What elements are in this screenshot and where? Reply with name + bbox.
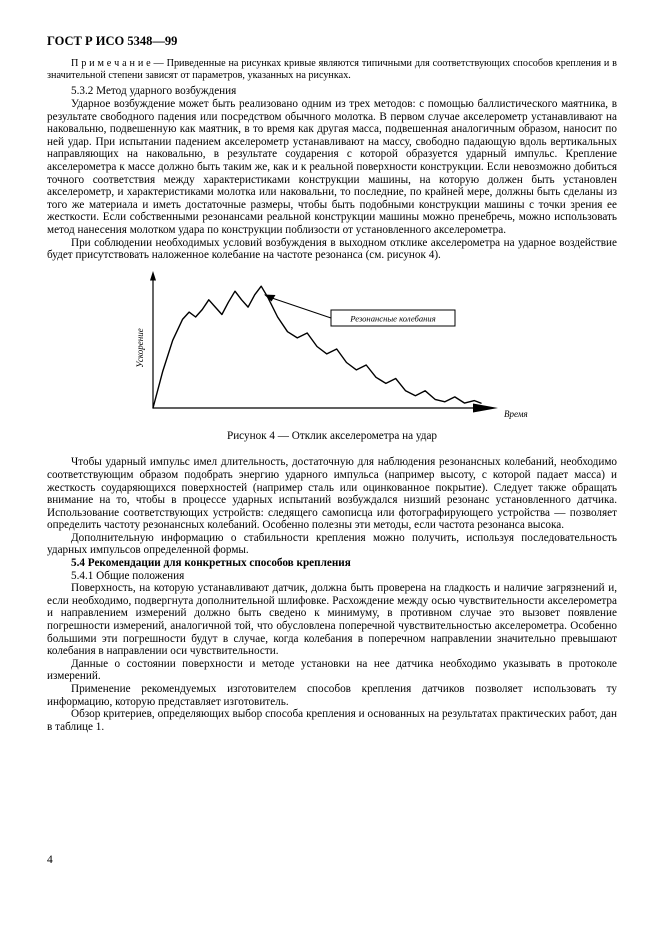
- section-5-4-1-heading: 5.4.1 Общие положения: [71, 569, 185, 582]
- note-paragraph: П р и м е ч а н и е — Приведенные на рисунках кривые являются типичными для соответствующих способов крепления и в значительной степени зависят от параметров, указанных на рисунках.: [47, 58, 617, 81]
- x-axis-arrowhead: [473, 403, 498, 412]
- body-paragraph: Обзор критериев, определяющих выбор способа крепления и основанных на результатах практических работ, дан в таблице 1.: [47, 708, 617, 733]
- body-paragraph: Применение рекомендуемых изготовителем способов крепления датчиков позволяет использовать ту информацию, которую представляет изготовитель.: [47, 683, 617, 708]
- figure-4-chart: [135, 270, 615, 422]
- section-5-3-2-heading: 5.3.2 Метод ударного возбуждения: [71, 85, 237, 98]
- annotation-label: Резонансные колебания: [350, 313, 436, 324]
- body-paragraph: Чтобы ударный импульс имел длительность, достаточную для наблюдения резонансных колебаний, необходимо соответствующим образом подобрать энергию ударного импульса (например высоту, с которой падает масса) и жесткость соударяющихся поверхностей (например сталь или оцинкованное покрытие). Следует также обращать внимание на то, чтобы в процессе ударных испытаний возбуждался низший резонанс установленного датчика. Использование соответствующих устройств: следящего самописца или фотографирующего устройства — позволяет определить частоту резонансных колебаний. Особенно полезны эти методы, если частота резонанса высока.: [47, 456, 617, 532]
- response-curve: [153, 286, 481, 408]
- standard-designation: ГОСТ Р ИСО 5348—99: [47, 34, 178, 48]
- x-axis-label: Время: [504, 408, 528, 419]
- figure-4: [47, 270, 617, 422]
- annotation-leader-line: [269, 297, 331, 318]
- body-paragraph: Дополнительную информацию о стабильности крепления можно получить, используя последовательность ударных импульсов определенной формы.: [47, 531, 617, 557]
- body-paragraph: Данные о состоянии поверхности и методе установки на нее датчика необходимо указывать в протоколе измерений.: [47, 657, 617, 683]
- y-axis-label: Ускорение: [135, 327, 145, 368]
- body-paragraph: Ударное возбуждение может быть реализовано одним из трех методов: с помощью баллистического маятника, в результате свободного падения или посредством обычного молотка. В первом случае акселерометр устанавливают на наковальню, подвешенную как маятник, в то время как другая масса, подвешенная аналогичным образом, наносит по ней удар. При испытании падением акселерометр устанавливают на массу, свободно падающую вдоль вертикальных направляющих на наковальню, в результате соударения с которой образуется ударный импульс. Крепление акселерометра к массе должно быть таким же, как и к реальной поверхности конструкции. Если невозможно добиться точного соответствия между характеристиками конструкции машины, на которую должен быть установлен акселерометр, и характеристиками молотка или наковальни, то последние, по крайней мере, должны быть сделаны из того же материала и иметь достаточные размеры, чтобы быть подобными конструкции машины с точки зрения ее жесткости. Если собственными резонансами реальной конструкции машины можно пренебречь, можно использовать метод нанесения молотком удара по конструкции поблизости от установленного акселерометра.: [47, 98, 617, 236]
- page-number: 4: [47, 854, 53, 866]
- body-paragraph: Поверхность, на которую устанавливают датчик, должна быть проверена на гладкость и наличие загрязнений и, если необходимо, подвергнута дополнительной шлифовке. Расхождение между осью чувствительности акселерометра и направлением измерений должно быть сведено к минимуму, в противном случае это вызовет появление погрешности измерений, аналогичной той, что обусловлена поперечной чувствительностью акселерометра. Особенно большими эти погрешности будут в случае, когда колебания в поперечном направлении значительно превышают колебания в направлении оси чувствительности.: [47, 582, 617, 658]
- body-paragraph: При соблюдении необходимых условий возбуждения в выходном отклике акселерометра на ударное воздействие будет присутствовать наложенное колебание на частоте резонанса (см. рисунок 4).: [47, 236, 617, 262]
- section-5-4-heading: 5.4 Рекомендации для конкретных способов крепления: [71, 557, 351, 570]
- y-axis-arrowhead: [150, 271, 156, 281]
- figure-4-caption: Рисунок 4 — Отклик акселерометра на удар: [226, 429, 438, 442]
